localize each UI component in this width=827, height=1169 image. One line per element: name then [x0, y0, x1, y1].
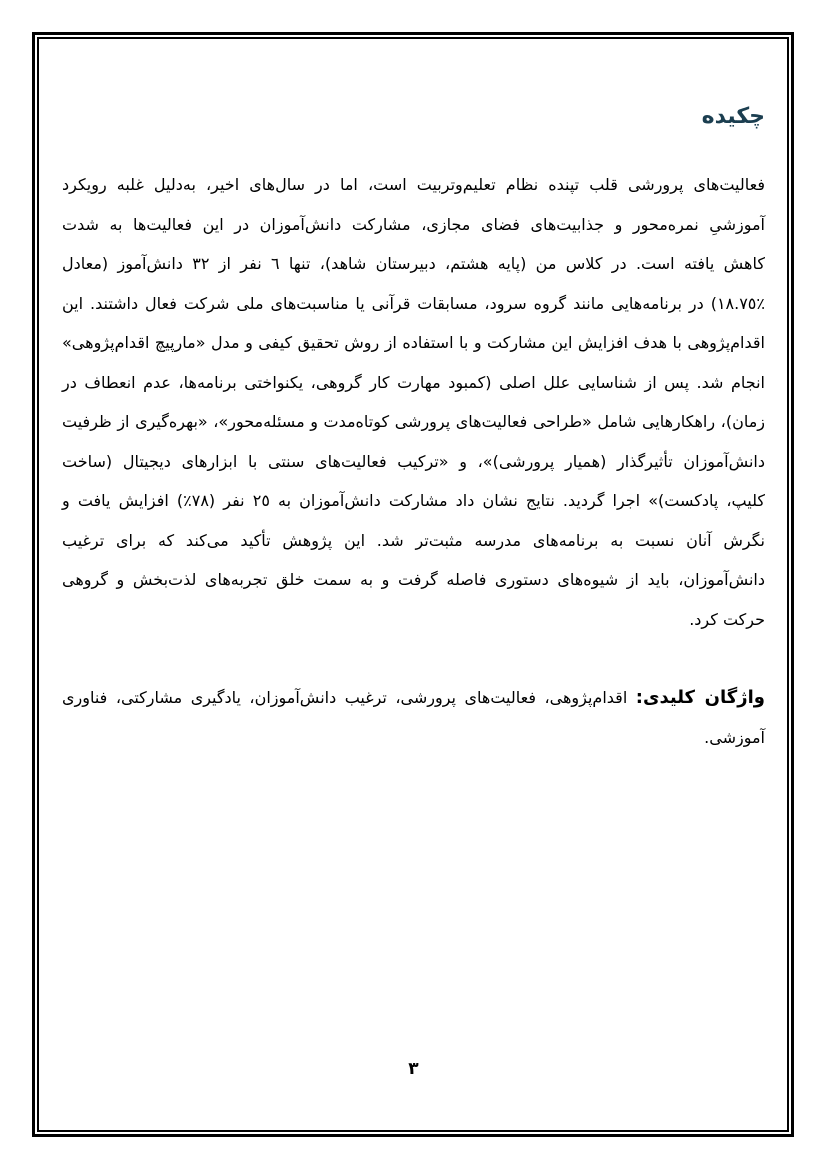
abstract-line: فعالیت‌های پرورشی قلب تپنده نظام تعلیم‌وتربیت است، اما در سال‌های اخیر، به‌دلیل غلبه رویکرد: [62, 175, 765, 194]
abstract-heading: چکیده: [701, 104, 765, 129]
abstract-line: ٪١٨.٧٥) در برنامه‌هایی مانند گروه سرود، مسابقات قرآنی یا مناسبت‌های ملی شرکت فعال داشتند. این: [62, 293, 765, 313]
page-number: ٣: [408, 1059, 419, 1079]
abstract-line: نگرش آنان نسبت به برنامه‌های مدرسه مثبت‌تر شد. این پژوهش تأکید می‌کند که برای ترغیب: [62, 530, 765, 550]
abstract-line: کاهش یافته است. در کلاس من (پایه هشتم، دبیرستان شاهد)، تنها ٦ نفر از ٣٢ دانش‌آموز (معادل: [62, 254, 765, 273]
abstract-line: کلیپ، پادکست)» اجرا گردید. نتایج نشان داد مشارکت دانش‌آموزان به ٢٥ نفر (٧٨٪) افزایش یافت و: [62, 491, 765, 510]
keywords-paragraph: [62, 678, 765, 757]
keywords-label: واژگان کلیدی:: [635, 687, 765, 708]
keywords-text: اقدام‌پژوهی، فعالیت‌های پرورشی، ترغیب دانش‌آموزان، یادگیری مشارکتی، فناوری: [62, 688, 628, 707]
abstract-line: زمان)، راهکارهایی شامل «طراحی فعالیت‌های پرورشی کوتاه‌مدت و مسئله‌محور»، «بهره‌گیری از ظرفیت: [62, 412, 765, 431]
keywords-text-continued: آموزشی.: [704, 727, 765, 747]
abstract-paragraph: [62, 165, 765, 639]
abstract-line: انجام شد. پس از شناسایی علل اصلی (کمبود مهارت کار گروهی، یکنواختی برنامه‌ها، عدم انعطاف در: [62, 372, 765, 392]
abstract-line: آموزشیِ نمره‌محور و جذابیت‌های فضای مجازی، مشارکت دانش‌آموزان در این فعالیت‌ها به شدت: [62, 214, 765, 234]
abstract-line: دانش‌آموزان، باید از شیوه‌های دستوری فاصله گرفت و به سمت خلق تجربه‌های لذت‌بخش و گروهی: [62, 570, 765, 589]
abstract-line: دانش‌آموزان تأثیرگذار (همیار پرورشی)»، و «ترکیب فعالیت‌های سنتی با ابزارهای دیجیتال (ساخت: [62, 451, 765, 471]
abstract-line: اقدام‌پژوهی با هدف افزایش این مشارکت و با استفاده از روش تحقیق کیفی و مدل «مارپیچ اقدام‌پژوهی»: [62, 333, 765, 352]
keywords-line-1: [62, 678, 765, 718]
abstract-line: حرکت کرد.: [689, 609, 765, 629]
